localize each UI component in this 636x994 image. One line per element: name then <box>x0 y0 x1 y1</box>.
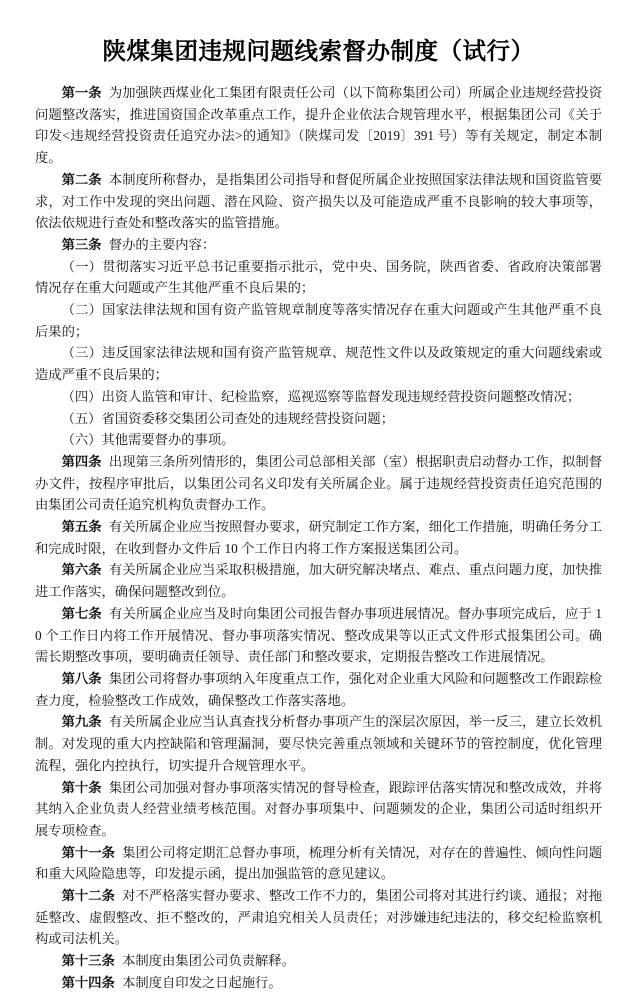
article-text: 本制度由集团公司负责解释。 <box>122 953 295 969</box>
article-paragraph <box>35 842 602 885</box>
article-text: 本制度所称督办，是指集团公司指导和督促所属企业按照国家法律法规和国资监管要求，对工作中发现的突出问题、潜在风险、资产损失以及可能造成严重不良影响的较大事项等，依法依规进行查处和整改落实的监管措施。 <box>35 171 602 231</box>
article-paragraph <box>35 451 602 516</box>
article-label: 第十条 <box>61 779 102 795</box>
article-paragraph <box>35 234 602 256</box>
article-paragraph <box>35 603 602 668</box>
article-text: 有关所属企业应当采取积极措施，加大研究解决堵点、难点、重点问题力度，加快推进工作落实，确保问题整改到位。 <box>35 562 602 600</box>
article-text: 有关所属企业应当认真查找分析督办事项产生的深层次原因，举一反三，建立长效机制。对发现的重大内控缺陷和管理漏洞，要尽快完善重点领域和关键环节的管控制度，优化管理流程，强化内控执行，切实提升合规管理水平。 <box>35 714 602 773</box>
article-label: 第十四条 <box>61 974 115 990</box>
document-body <box>35 82 602 994</box>
article-label: 第十三条 <box>61 953 115 969</box>
article-paragraph <box>35 885 602 950</box>
article-text: 出现第三条所列情形的，集团公司总部相关部（室）根据职责启动督办工作，拟制督办文件，按程序审批后，以集团公司名义印发有关所属企业。属于违规经营投资责任追究范围的由集团公司责任追究机构负责督办工作。 <box>35 453 602 513</box>
article-item: （一）贯彻落实习近平总书记重要指示批示，党中央、国务院，陕西省委、省政府决策部署情况存在重大问题或产生其他严重不良后果的； <box>35 258 602 296</box>
article-item: （三）违反国家法律法规和国有资产监管规章、规范性文件以及政策规定的重大问题线索或造成严重不良后果的； <box>35 345 602 383</box>
article-label: 第八条 <box>61 670 102 686</box>
article-text: 集团公司加强对督办事项落实情况的督导检查，跟踪评估落实情况和整改成效，并将其纳入企业负责人经营业绩考核范围。对督办事项集中、问题频发的企业，集团公司适时组织开展专项检查。 <box>35 779 602 838</box>
article-label: 第六条 <box>61 562 102 578</box>
article-label: 第四条 <box>61 453 102 469</box>
document-title: 陕煤集团违规问题线索督办制度（试行） <box>102 39 535 65</box>
article-label: 第一条 <box>61 85 102 100</box>
article-paragraph <box>35 169 602 234</box>
article-label: 第十二条 <box>61 888 115 904</box>
article-text: 对不严格落实督办要求、整改工作不力的，集团公司将对其进行约谈、通报；对拖延整改、虚假整改、拒不整改的，严肃追究相关人员责任；对涉嫌违纪违法的，移交纪检监察机构或司法机关。 <box>35 888 602 947</box>
article-paragraph <box>35 972 602 994</box>
article-paragraph <box>35 668 602 711</box>
article-paragraph <box>35 82 602 169</box>
article-text: 本制度自印发之日起施行。 <box>122 974 282 990</box>
article-text: 有关所属企业应当按照督办要求，研究制定工作方案，细化工作措施，明确任务分工和完成时限，在收到督办文件后 10 个工作日内将工作方案报送集团公司。 <box>35 519 602 556</box>
article-text: 有关所属企业应当及时向集团公司报告督办事项进展情况。督办事项完成后，应于 10 个工作日内将工作开展情况、督办事项落实情况、整改成果等以正式文件形式报集团公司。确需长期整改事项，要明确责任领导、责任部门和整改要求，定期报告整改工作进展情况。 <box>35 605 602 665</box>
article-label: 第十一条 <box>61 844 115 860</box>
article-item: （二）国家法律法规和国有资产监管规章制度等落实情况存在重大问题或产生其他严重不良后果的； <box>35 302 602 339</box>
article-label: 第五条 <box>61 519 102 535</box>
article-text: 为加强陕西煤业化工集团有限责任公司（以下简称集团公司）所属企业违规经营投资问题整改落实，推进国资国企改革重点工作，提升企业依法合规管理水平，根据集团公司《关于印发<违规经营投资责任追究办法>的通知》（陕煤司发〔2019〕391 号）等有关规定，制定本制度。 <box>35 85 602 166</box>
article-label: 第七条 <box>61 605 102 621</box>
article-item: （五）省国资委移交集团公司查处的违规经营投资问题； <box>61 410 395 426</box>
article-item: （六）其他需要督办的事项。 <box>61 432 235 448</box>
article-label: 第二条 <box>61 171 102 187</box>
article-label: 第九条 <box>61 714 102 730</box>
article-paragraph <box>35 777 602 842</box>
article-text: 集团公司将督办事项纳入年度重点工作，强化对企业重大风险和问题整改工作跟踪检查力度，检验整改工作成效，确保整改工作落实落地。 <box>35 670 602 708</box>
article-paragraph <box>35 516 602 559</box>
article-paragraph <box>35 950 602 972</box>
article-paragraph <box>35 711 602 776</box>
article-text: 督办的主要内容： <box>108 236 216 252</box>
article-paragraph <box>35 559 602 602</box>
article-text: 集团公司将定期汇总督办事项，梳理分析有关情况，对存在的普遍性、倾向性问题和重大风险隐患等，印发提示函，提出加强监管的意见建议。 <box>35 844 602 882</box>
article-label: 第三条 <box>61 236 102 252</box>
article-item: （四）出资人监管和审计、纪检监察，巡视巡察等监督发现违规经营投资问题整改情况； <box>61 388 581 404</box>
